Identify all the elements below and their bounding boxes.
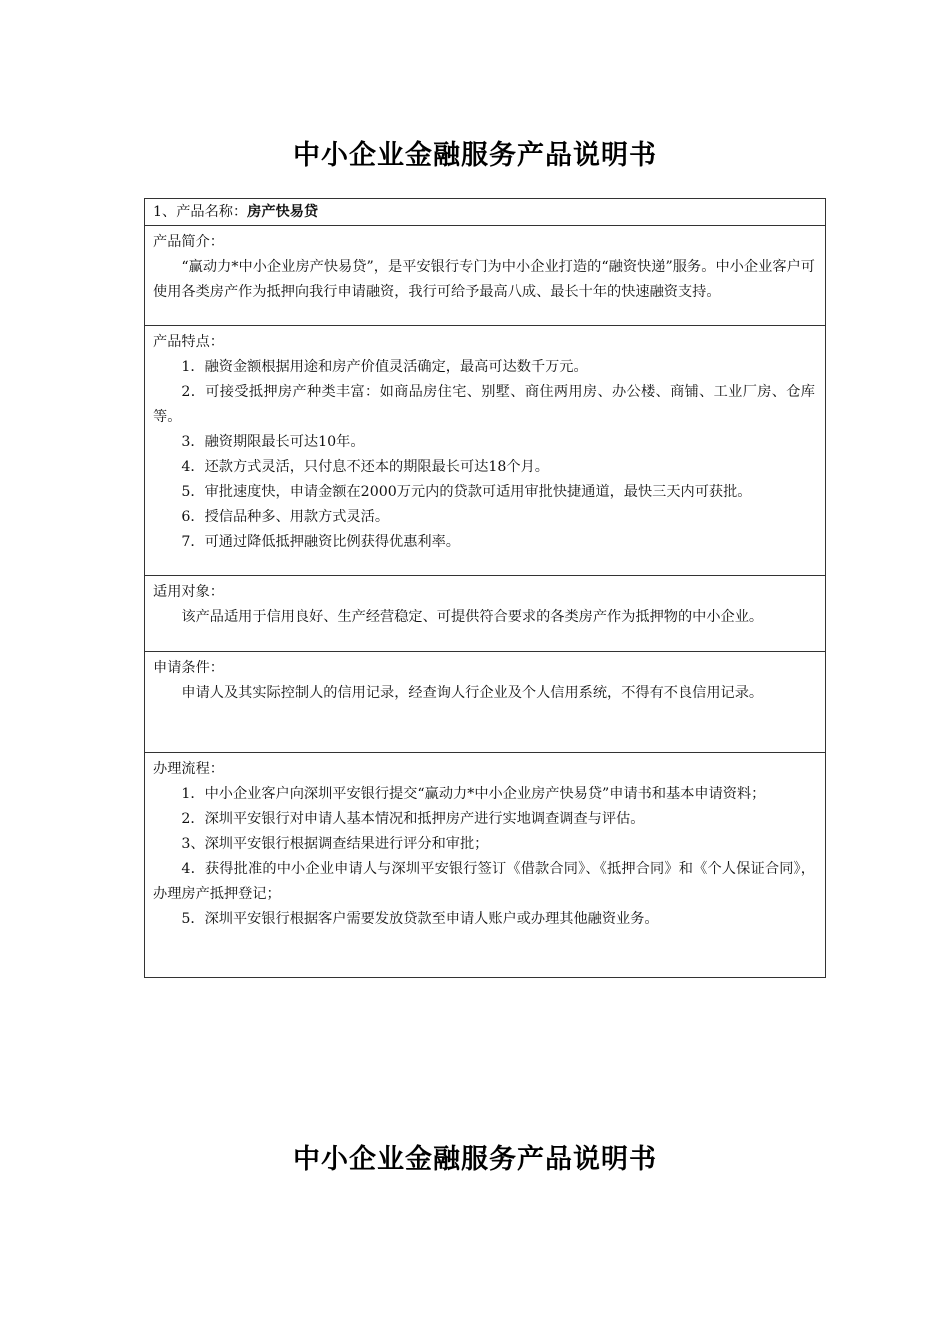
process-step: 2．深圳平安银行对申请人基本情况和抵押房产进行实地调查调查与评估。: [181, 811, 645, 827]
requirements-text: 申请人及其实际控制人的信用记录，经查询人行企业及个人信用系统，不得有不良信用记录。: [181, 685, 764, 701]
requirements-label: 申请条件：: [153, 660, 224, 676]
intro-text: “赢动力*中小企业房产快易贷”，是平安银行专门为中小企业打造的“融资快递”服务。中小企业客户可使用各类房产作为抵押向我行申请融资，我行可给予最高八成、最长十年的快速融资支持。: [153, 259, 815, 300]
process-step: 1．中小企业客户向深圳平安银行提交“赢动力*中小企业房产快易贷”申请书和基本申请资料；: [181, 786, 766, 802]
page-title-repeat: 中小企业金融服务产品说明书: [293, 1144, 657, 1175]
feature-item: 3．融资期限最长可达10年。: [181, 434, 365, 450]
feature-item: 5．审批速度快，申请金额在2000万元内的贷款可适用审批快捷通道，最快三天内可获批。: [181, 484, 752, 500]
product-name-label: 1、产品名称：: [153, 204, 248, 220]
feature-item: 2．可接受抵押房产种类丰富：如商品房住宅、别墅、商住两用房、办公楼、商铺、工业厂房、仓库等。: [153, 384, 815, 425]
page-title: 中小企业金融服务产品说明书: [293, 140, 657, 171]
feature-item: 1．融资金额根据用途和房产价值灵活确定，最高可达数千万元。: [181, 359, 588, 375]
product-features-section: [145, 326, 825, 576]
features-label: 产品特点：: [153, 334, 224, 350]
application-requirements-section: [145, 652, 825, 753]
feature-item: 4．还款方式灵活，只付息不还本的期限最长可达18个月。: [181, 459, 549, 475]
process-step: 4．获得批准的中小企业申请人与深圳平安银行签订《借款合同》、《抵押合同》和《个人保证合同》，办理房产抵押登记；: [153, 861, 815, 902]
process-step: 3、深圳平安银行根据调查结果进行评分和审批；: [181, 836, 489, 852]
feature-item: 6．授信品种多、用款方式灵活。: [181, 509, 390, 525]
process-section: [145, 753, 825, 977]
product-intro-section: [145, 226, 825, 326]
feature-item: 7．可通过降低抵押融资比例获得优惠利率。: [181, 534, 460, 550]
target-text: 该产品适用于信用良好、生产经营稳定、可提供符合要求的各类房产作为抵押物的中小企业。: [181, 609, 764, 625]
intro-label: 产品简介：: [153, 234, 224, 250]
product-name-row: [145, 199, 825, 226]
process-step: 5．深圳平安银行根据客户需要发放贷款至申请人账户或办理其他融资业务。: [181, 911, 659, 927]
product-name-value: 房产快易贷: [247, 204, 319, 220]
process-label: 办理流程：: [153, 761, 224, 777]
target-customers-section: [145, 576, 825, 652]
product-spec-table: [144, 198, 826, 978]
target-label: 适用对象：: [153, 584, 224, 600]
